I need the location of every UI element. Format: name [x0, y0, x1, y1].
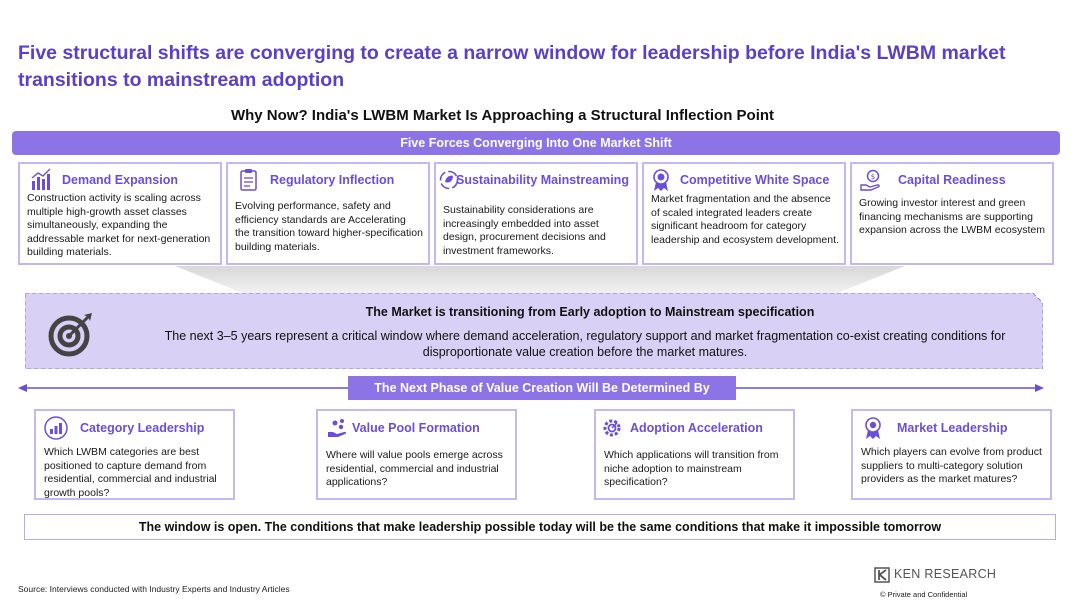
- section-subtitle: Why Now? India's LWBM Market Is Approaching a Structural Inflection Point: [230, 107, 775, 124]
- next-phase-banner: The Next Phase of Value Creation Will Be Determined By: [348, 376, 736, 400]
- forces-banner: Five Forces Converging Into One Market Shift: [12, 131, 1060, 155]
- force-title: Capital Readiness: [898, 173, 1006, 187]
- question-body: Which applications will transition from niche adoption to mainstream specification?: [604, 449, 779, 488]
- question-body: Which players can evolve from product suppliers to multi-category solution providers as the market matures?: [861, 446, 1042, 485]
- question-title: Value Pool Formation: [352, 421, 480, 435]
- bar-chart-icon: [30, 168, 52, 192]
- leadership-medal-icon: [861, 416, 885, 440]
- confidential-note: © Private and Confidential: [880, 590, 968, 599]
- question-body: Which LWBM categories are best positioned to capture demand from residential, commercial and industrial growth pools?: [44, 446, 217, 499]
- category-leadership-icon: [44, 416, 68, 440]
- force-description: Growing investor interest and green financing mechanisms are supporting expansion across the LWBM ecosystem: [859, 197, 1045, 236]
- force-card-demand-expansion: [18, 162, 222, 265]
- source-note: Source: Interviews conducted with Industry Experts and Industry Articles: [18, 584, 290, 594]
- question-card-adoption-acceleration: [594, 409, 795, 500]
- question-card-category-leadership: [34, 409, 235, 500]
- force-title: Sustainability Mainstreaming: [456, 173, 629, 187]
- converging-funnel: [175, 266, 905, 294]
- gear-accelerate-icon: [600, 416, 624, 440]
- transition-title: The Market is transitioning from Early adoption to Mainstream specification: [365, 305, 815, 319]
- force-title: Competitive White Space: [680, 173, 830, 187]
- question-title: Adoption Acceleration: [630, 421, 763, 435]
- question-card-market-leadership: [851, 409, 1052, 500]
- document-clipboard-icon: [238, 168, 260, 192]
- question-body: Where will value pools emerge across residential, commercial and industrial applications?: [326, 449, 503, 488]
- transition-panel: [25, 293, 1043, 369]
- force-card-capital-readiness: [850, 162, 1054, 265]
- force-description: Construction activity is scaling across multiple high-growth asset classes simultaneously, expanding the addressable market for next-generation building materials.: [27, 192, 211, 258]
- question-title: Market Leadership: [897, 421, 1008, 435]
- award-ribbon-icon: [650, 168, 672, 192]
- window-statement: The window is open. The conditions that make leadership possible today will be the same conditions that make it impossible tomorrow: [24, 514, 1056, 540]
- ken-research-logo: [874, 566, 1004, 584]
- page-title: Five structural shifts are converging to create a narrow window for leadership before India's LWBM market transitions to mainstream adoption: [18, 42, 1006, 91]
- force-card-regulatory-inflection: [226, 162, 430, 265]
- force-title: Regulatory Inflection: [270, 173, 395, 187]
- force-description: Evolving performance, safety and efficiency standards are Accelerating the transition toward higher-specification building materials.: [235, 200, 423, 253]
- transition-body: The next 3–5 years represent a critical window where demand acceleration, regulatory support and market fragmentation co-exist creating conditions for disproportionate value creation before the market matures.: [164, 329, 1006, 359]
- logo-text: KEN RESEARCH: [894, 567, 997, 581]
- force-title: Demand Expansion: [62, 173, 178, 187]
- question-card-value-pool-formation: [316, 409, 517, 500]
- force-card-competitive-white-space: [642, 162, 846, 265]
- logo-mark-icon: [874, 567, 890, 583]
- question-title: Category Leadership: [80, 421, 205, 435]
- force-description: Market fragmentation and the absence of scaled integrated leaders create significant headroom for category leadership and ecosystem development.: [651, 193, 839, 246]
- svg-text:$: $: [870, 173, 876, 181]
- force-card-sustainability-mainstreaming: [434, 162, 638, 265]
- investment-hand-icon: [860, 168, 882, 192]
- force-description: Sustainability considerations are increasingly embedded into asset design, procurement decisions and investment frameworks.: [443, 204, 606, 257]
- value-pool-icon: [326, 416, 350, 440]
